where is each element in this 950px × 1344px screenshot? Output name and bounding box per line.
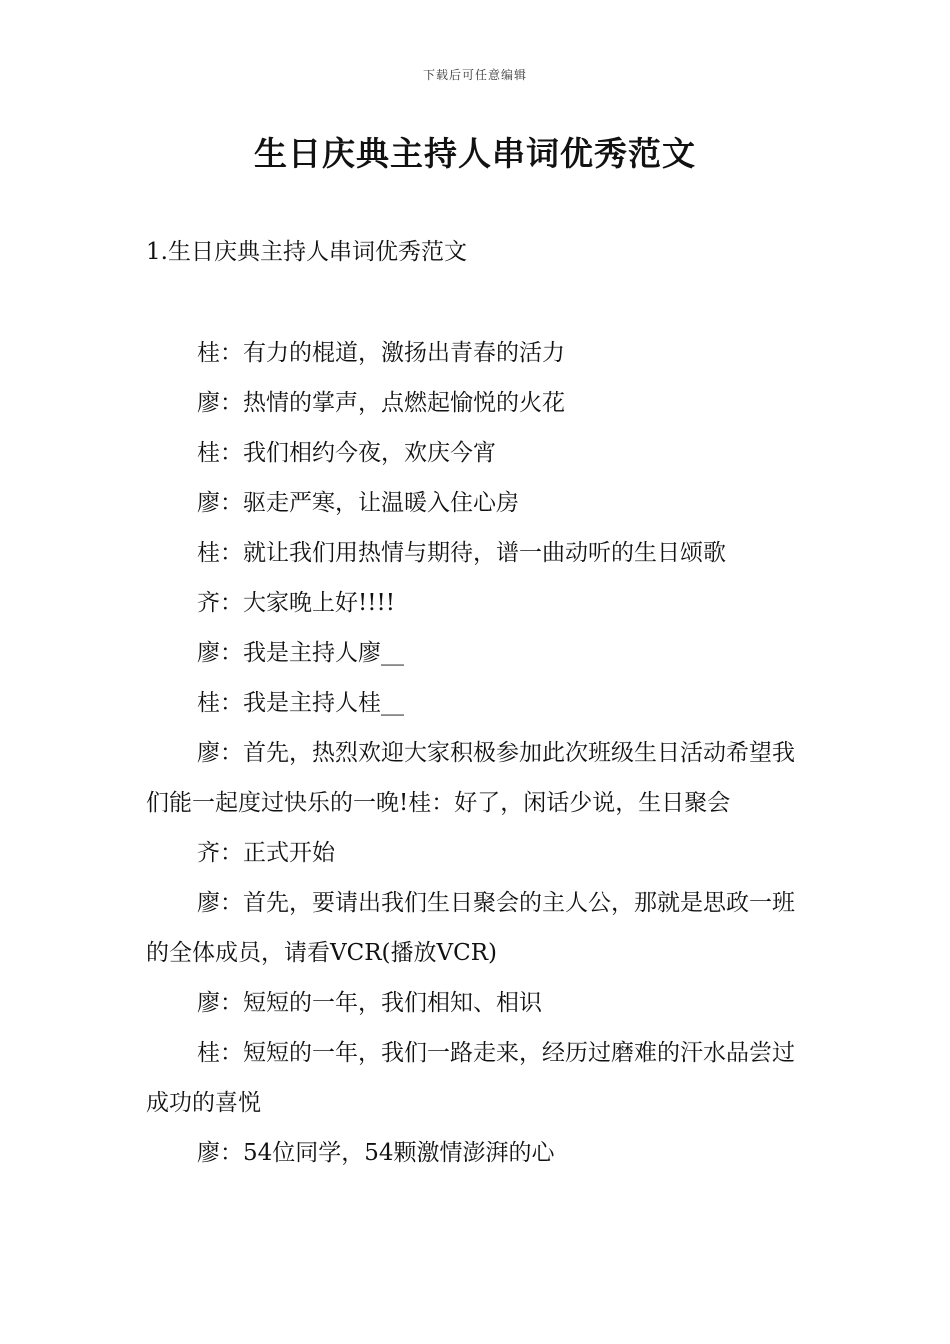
paragraph: 廖：54位同学，54颗激情澎湃的心 (197, 1140, 555, 1166)
paragraph: 桂：有力的棍道，激扬出青春的活力 (197, 340, 565, 366)
section-heading: 1.生日庆典主持人串词优秀范文 (146, 239, 467, 265)
document-title: 生日庆典主持人串词优秀范文 (254, 134, 696, 173)
paragraph: 廖：短短的一年，我们相知、相识 (197, 990, 542, 1016)
paragraph: 廖：首先，要请出我们生日聚会的主人公，那就是思政一班的全体成员，请看VCR(播放VCR) (146, 890, 795, 966)
paragraph: 廖：首先，热烈欢迎大家积极参加此次班级生日活动希望我们能一起度过快乐的一晚!桂：好了，闲话少说，生日聚会 (146, 740, 795, 816)
paragraph: 齐：正式开始 (197, 840, 335, 866)
paragraph: 廖：热情的掌声，点燃起愉悦的火花 (197, 390, 565, 416)
paragraph: 廖：驱走严寒，让温暖入住心房 (197, 490, 519, 516)
document-body (146, 328, 816, 1178)
paragraph: 桂：就让我们用热情与期待，谱一曲动听的生日颂歌 (197, 540, 726, 566)
paragraph: 廖：我是主持人廖__ (197, 640, 404, 666)
header-note: 下载后可任意编辑 (422, 68, 527, 82)
paragraph: 桂：短短的一年，我们一路走来，经历过磨难的汗水品尝过成功的喜悦 (146, 1040, 795, 1116)
paragraph: 桂：我们相约今夜，欢庆今宵 (197, 440, 496, 466)
paragraph: 齐：大家晚上好!!!! (197, 590, 395, 616)
paragraph: 桂：我是主持人桂__ (197, 690, 404, 716)
